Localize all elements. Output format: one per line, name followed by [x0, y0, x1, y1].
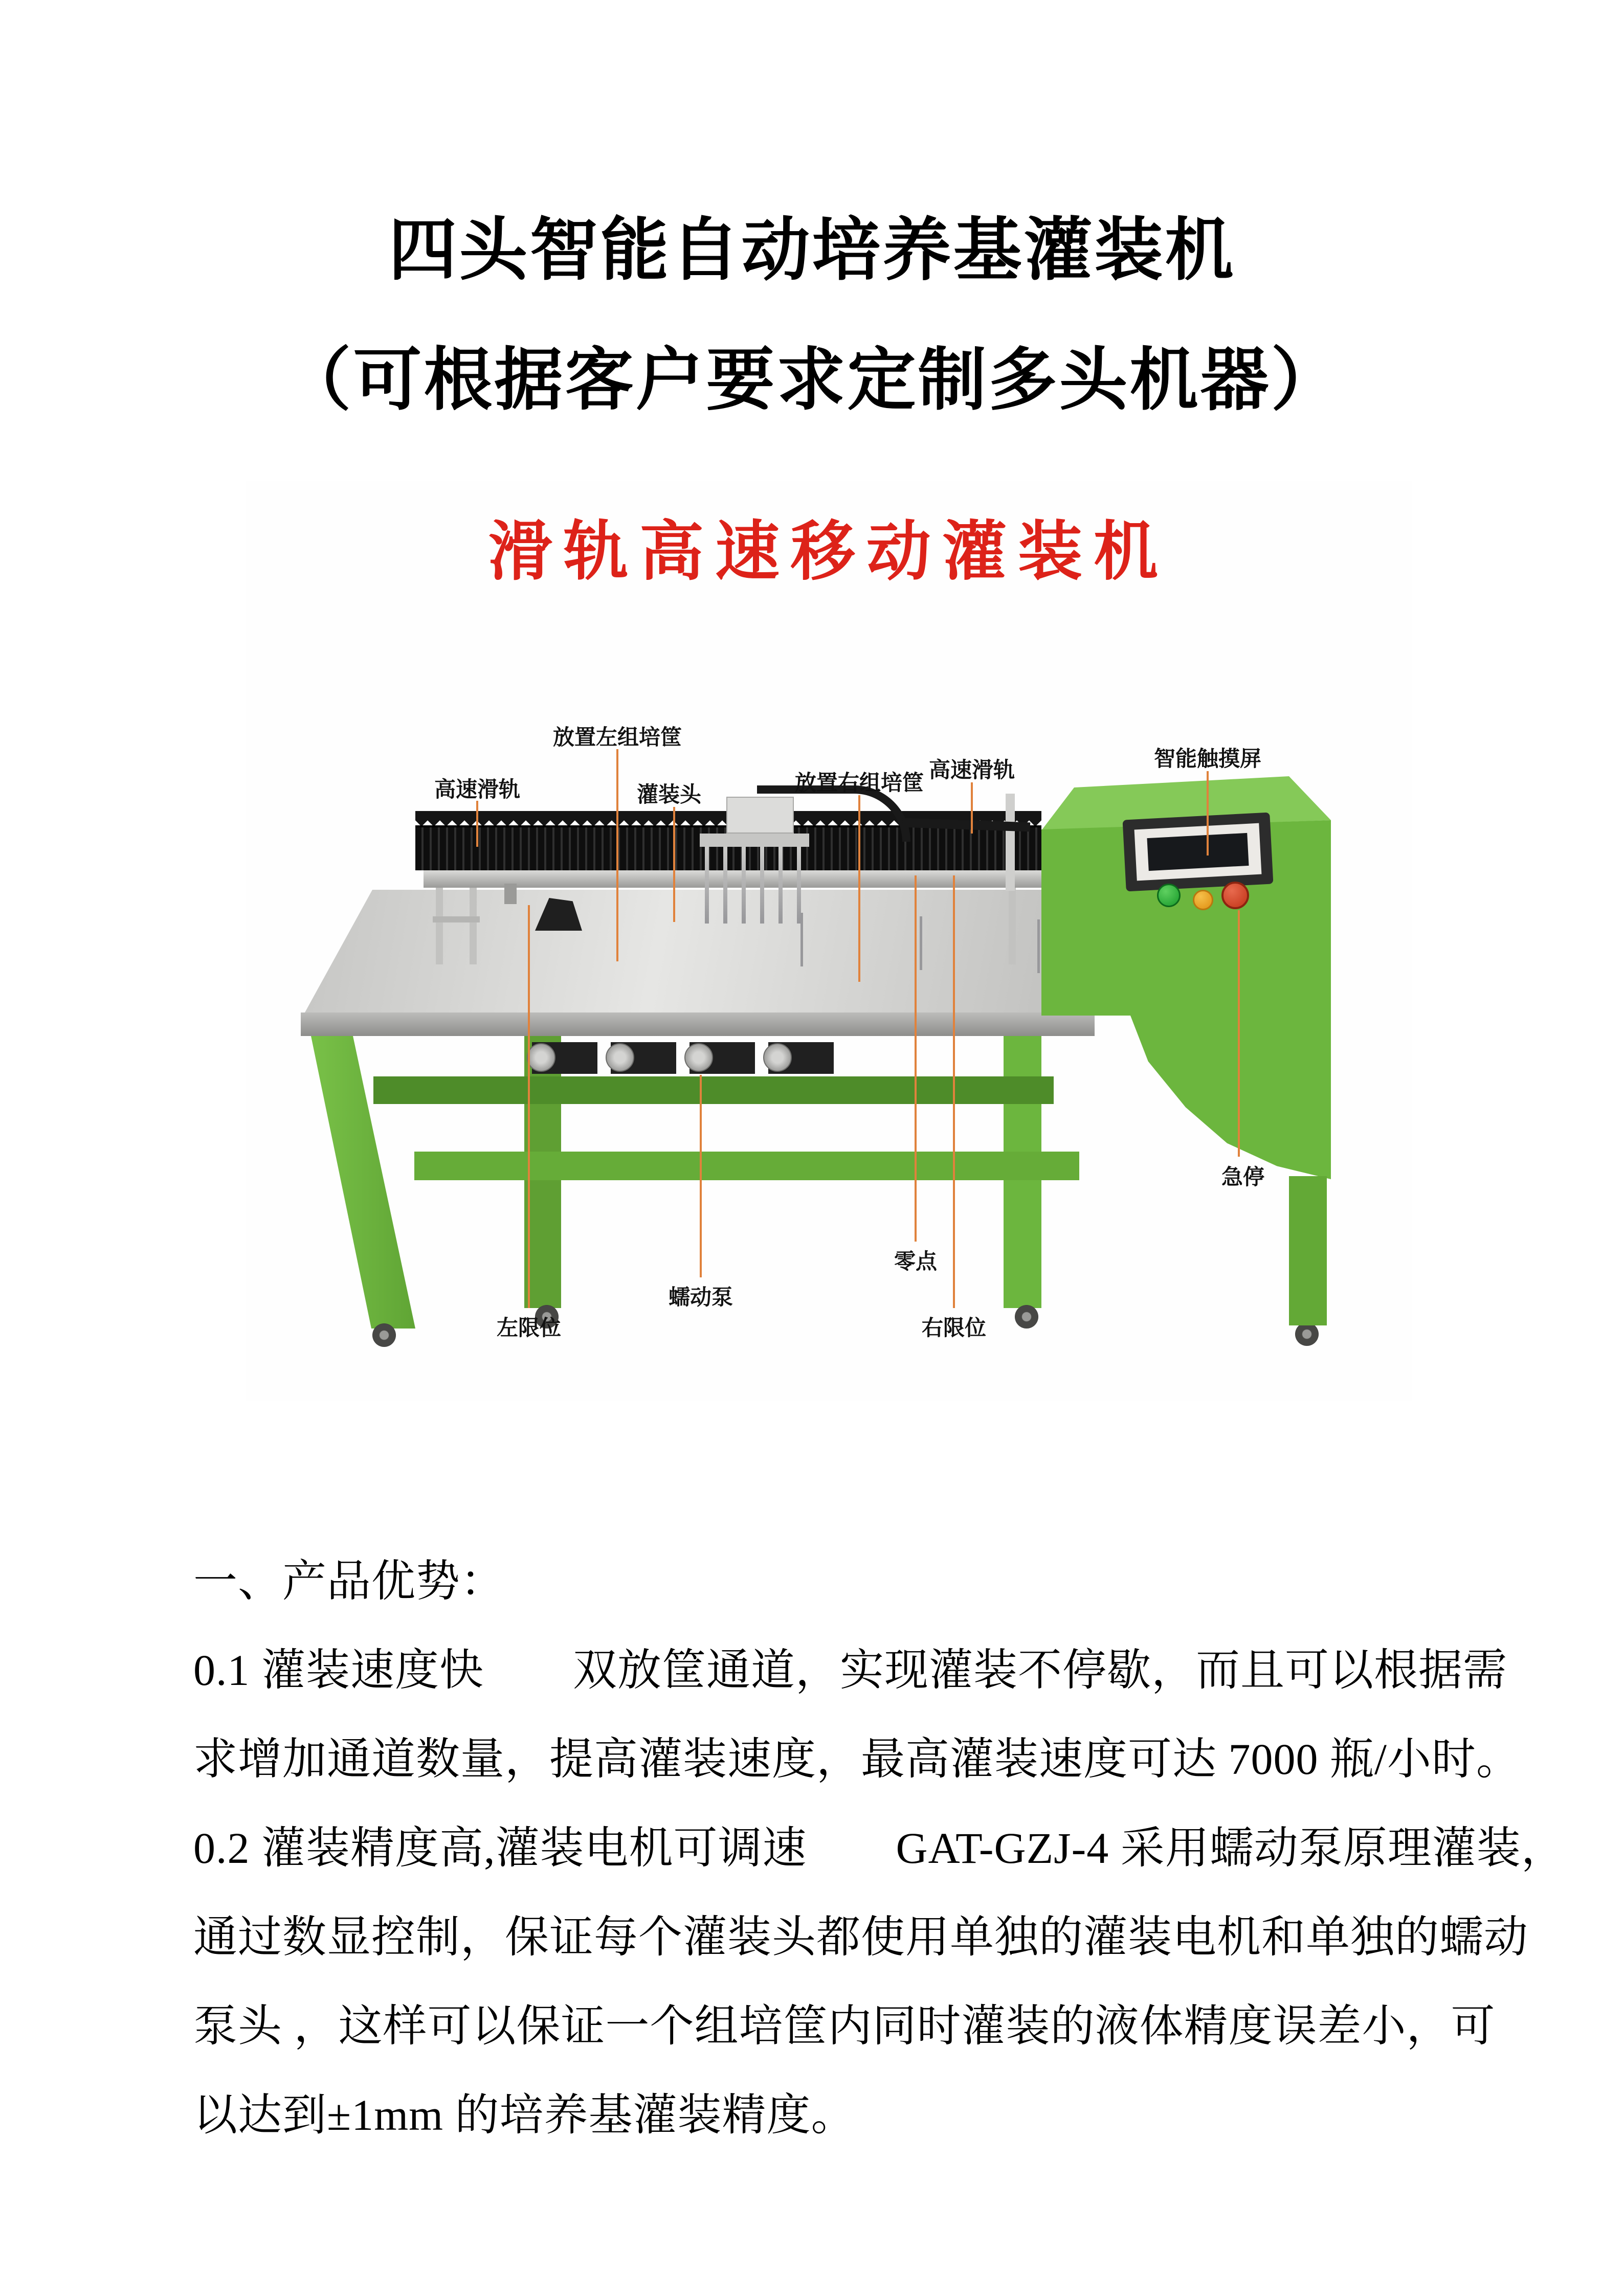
guide-pin: [920, 916, 922, 970]
label-filling-head: 灌装头: [636, 783, 702, 807]
product-photo: [246, 481, 1412, 1401]
peristaltic-pump: [768, 1042, 834, 1074]
machine-crossbar-upper: [373, 1076, 1054, 1104]
pump-disc: [763, 1043, 792, 1072]
label-left-limit: 左限位: [496, 1317, 562, 1340]
filling-nozzle: [760, 847, 764, 924]
leader-line-rail-right: [971, 782, 973, 834]
leader-line-right-limit: [953, 875, 955, 1308]
filling-machine-illustration: [246, 481, 1412, 1401]
rail-post: [436, 888, 443, 964]
rail-post: [1009, 888, 1016, 964]
leader-line-estop: [1238, 910, 1240, 1157]
emergency-stop-button: [1221, 882, 1249, 909]
leader-line-rail-left: [476, 801, 478, 847]
console-leg: [1289, 1176, 1327, 1325]
label-left-basket: 放置左组培筐: [552, 726, 682, 750]
limit-sensor: [504, 884, 517, 904]
pump-disc: [684, 1043, 713, 1072]
machine-table-edge: [301, 1012, 1095, 1036]
photo-heading: 滑轨高速移动灌装机: [488, 515, 1169, 588]
start-button: [1157, 884, 1181, 907]
peristaltic-pump: [611, 1042, 676, 1074]
filling-nozzle: [778, 847, 783, 924]
label-rail-left: 高速滑轨: [434, 778, 521, 802]
peristaltic-pump: [689, 1042, 755, 1074]
body-line: 求增加通道数量，提高灌装速度，最高灌装速度可达 7000 瓶/小时。: [193, 1735, 1521, 1784]
label-right-basket: 放置右组培筐: [794, 772, 924, 795]
machine-tabletop: [305, 890, 1091, 1012]
caster-wheel: [1015, 1305, 1038, 1329]
touchscreen-display: [1147, 833, 1249, 871]
body-line: 0.1 灌装速度快 双放筐通道，实现灌装不停歇，而且可以根据需: [193, 1646, 1507, 1695]
label-estop: 急停: [1221, 1166, 1265, 1189]
page-subtitle: （可根据客户要求定制多头机器）: [282, 343, 1342, 418]
leader-line-filling-head: [673, 807, 675, 922]
rail-post: [470, 888, 477, 964]
leader-line-touchscreen: [1207, 771, 1209, 856]
leader-line-left-basket: [616, 749, 618, 961]
rail-end-frame: [1006, 794, 1015, 891]
leader-line-right-basket: [858, 795, 860, 982]
leader-line-left-limit: [528, 905, 530, 1308]
pause-button: [1193, 890, 1213, 910]
pump-disc: [606, 1043, 634, 1072]
label-right-limit: 右限位: [921, 1317, 987, 1340]
body-line: 以达到±1mm 的培养基灌装精度。: [193, 2090, 856, 2140]
label-rail-right: 高速滑轨: [928, 759, 1015, 782]
body-line: 通过数显控制，保证每个灌装头都使用单独的灌装电机和单独的蠕动: [193, 1912, 1528, 1962]
machine-crossbar-lower: [414, 1152, 1079, 1180]
body-text: [193, 1537, 1566, 2159]
label-pump: 蠕动泵: [668, 1286, 733, 1310]
caster-wheel: [372, 1323, 396, 1347]
pump-disc: [527, 1043, 555, 1072]
leader-line-zero: [915, 875, 917, 1242]
touchscreen-frame: [1134, 823, 1262, 881]
leader-line-pump: [700, 1075, 702, 1277]
guide-pin: [800, 913, 803, 966]
touchscreen-bezel: [1123, 813, 1274, 892]
caster-wheel: [1295, 1322, 1319, 1346]
filling-nozzle: [797, 847, 801, 924]
peristaltic-pump: [532, 1042, 597, 1074]
guide-pin: [1037, 919, 1040, 973]
label-zero: 零点: [894, 1250, 938, 1274]
filling-nozzle: [705, 847, 709, 924]
filling-nozzle: [723, 847, 727, 924]
body-line: 0.2 灌装精度高,灌装电机可调速 GAT-GZJ-4 采用蠕动泵原理灌装，: [193, 1824, 1566, 1873]
rail-post-brace: [433, 916, 480, 922]
filling-nozzle: [742, 847, 746, 924]
section-heading: 一、产品优势：: [193, 1557, 505, 1606]
page-title: 四头智能自动培养基灌装机: [388, 213, 1236, 288]
console-side-wing: [1123, 1016, 1331, 1179]
body-line: 泵头 ，这样可以保证一个组培筐内同时灌装的液体精度误差小，可: [193, 2001, 1496, 2051]
label-touchscreen: 智能触摸屏: [1153, 748, 1262, 771]
